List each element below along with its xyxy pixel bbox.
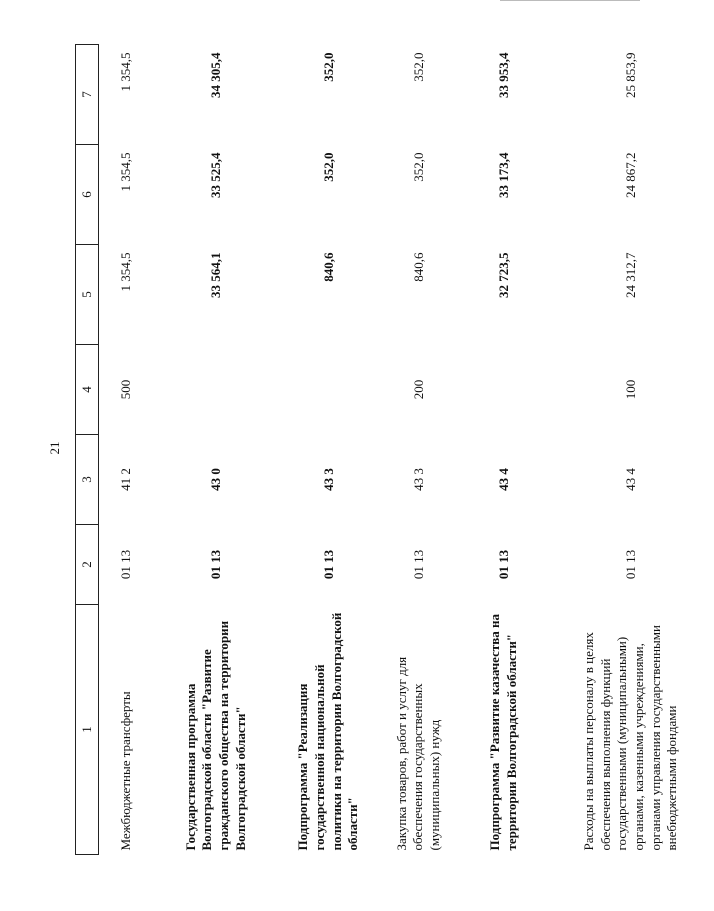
row-value-2018-cell: 840,6: [320, 252, 336, 282]
header-col-2: 2: [76, 525, 99, 605]
row-name-cell: Государственная программа Волгоградской области "Развитие гражданского общества на территории Волгоградской области": [182, 620, 248, 851]
header-col-7: 7: [76, 45, 99, 145]
row-program-cell: 43 3: [410, 468, 426, 491]
row-value-2019-cell: 1 354,5: [118, 152, 134, 192]
row-value-2020-cell: 352,0: [320, 52, 336, 82]
row-value-2020-cell: 1 354,5: [118, 52, 134, 92]
table-row: [154, 45, 279, 855]
header-col-4: 4: [76, 345, 99, 435]
table-header-row: [76, 45, 99, 855]
budget-table: [75, 44, 714, 855]
header-col-5: 5: [76, 245, 99, 345]
header-col-6: 6: [76, 145, 99, 245]
row-value-2018-cell: 840,6: [410, 252, 426, 282]
row-value-2019-cell: 24 867,2: [623, 152, 638, 198]
row-section-cell: 01 13: [495, 549, 511, 580]
row-expense-type-cell: [154, 345, 279, 435]
row-section-cell: 01 13: [208, 549, 223, 580]
row-program-cell: 43 3: [320, 468, 336, 491]
row-value-2020-cell: 25 853,9: [623, 52, 638, 98]
row-program-cell: 43 0: [208, 468, 223, 491]
row-value-2019-cell: 352,0: [320, 152, 336, 182]
row-name-cell: Закупка товаров, работ и услуг для обеспечения государственных (муниципальных) нужд: [393, 656, 442, 851]
scan-edge-line: [500, 0, 640, 1]
row-name-cell: Подпрограмма "Развитие казачества на территории Волгоградской области": [486, 613, 519, 851]
row-value-2020-cell: 352,0: [410, 52, 426, 82]
row-expense-type-cell: [279, 345, 379, 435]
row-program-cell: 43 4: [495, 468, 511, 491]
row-program-cell: 43 4: [623, 468, 638, 491]
row-value-2018-cell: 1 354,5: [118, 252, 134, 292]
row-value-2019-cell: 33 525,4: [208, 152, 223, 198]
row-name-cell: Межбюджетные трансферты: [117, 691, 133, 851]
budget-table-frame: [75, 45, 690, 855]
header-col-1: 1: [76, 605, 99, 855]
row-section-cell: 01 13: [410, 549, 426, 580]
row-value-2020-cell: 34 305,4: [208, 52, 223, 98]
row-value-2020-cell: 33 953,4: [495, 52, 511, 98]
row-name-cell: Подпрограмма "Реализация государственной национальной политики на территории Волгоградской области": [295, 612, 361, 851]
row-section-cell: 01 13: [118, 549, 134, 580]
table-row: [549, 45, 714, 855]
row-value-2018-cell: 33 564,1: [208, 252, 223, 298]
table-row: [459, 45, 549, 855]
row-section-cell: 01 13: [623, 549, 638, 580]
table-row: [379, 45, 459, 855]
table-row: [99, 45, 154, 855]
row-section-cell: 01 13: [320, 549, 336, 580]
row-expense-type-cell: 100: [623, 379, 638, 400]
row-expense-type-cell: 500: [118, 379, 134, 400]
row-value-2019-cell: 33 173,4: [495, 152, 511, 198]
row-expense-type-cell: 200: [410, 379, 426, 400]
row-expense-type-cell: [459, 345, 549, 435]
row-name-cell: Расходы на выплаты персоналу в целях обеспечения выполнения функций государственными (муниципальными) органами, казенными учреждениями, органами управления государственными внебюджетными фондами: [581, 625, 680, 851]
row-value-2018-cell: 32 723,5: [495, 252, 511, 298]
table-row: [279, 45, 379, 855]
row-value-2019-cell: 352,0: [410, 152, 426, 182]
header-col-3: 3: [76, 435, 99, 525]
page-number: 21: [47, 441, 62, 455]
table-body: [99, 45, 714, 855]
row-program-cell: 41 2: [118, 468, 134, 491]
row-value-2018-cell: 24 312,7: [623, 252, 638, 298]
